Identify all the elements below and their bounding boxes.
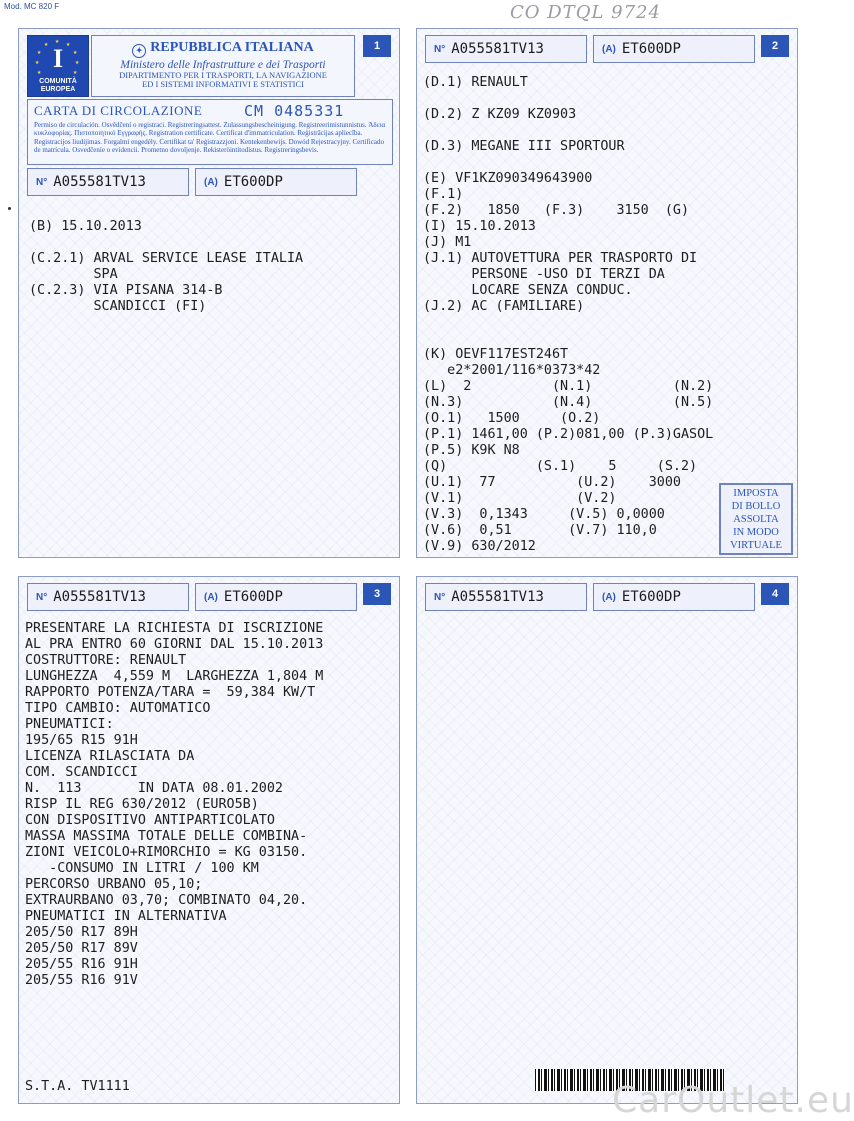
- department-line-2: ED I SISTEMI INFORMATIVI E STATISTICI: [142, 79, 304, 89]
- registration-number-box: [27, 583, 189, 611]
- panel-4: [416, 576, 798, 1104]
- plate-number: ET600DP: [621, 41, 681, 57]
- registration-number: A055581TV13: [451, 589, 544, 605]
- document-title: CARTA DI CIRCOLAZIONE: [34, 103, 203, 118]
- stamp-duty-box: [719, 483, 793, 555]
- notes-section: PRESENTARE LA RICHIESTA DI ISCRIZIONE AL PRA ENTRO 60 GIORNI DAL 15.10.2013 COSTRUTTORE: RENAULT LUNGHEZZA 4,559 M LARGHEZZA 1,804 M RAPPORTO POTENZA/TARA = 59,384 KW/T TIPO CAMBIO: AUTOMATICO PNEUMATICI: 195/65 R15 91H LICENZA RILASCIATA DA COM. SCANDICCI N. 113 IN DATA 08.01.2002 RISP IL REG 630/2012 (EURO5B) CON DISPOSITIVO ANTIPARTICOLATO MASSA MASSIMA TOTALE DELLE COMBINA- ZIONI VEICOLO+RIMORCHIO = KG 03150. -CONSUMO IN LITRI / 100 KM PERCORSO URBANO 05,10; EXTRAURBANO 03,70; COMBINATO 04,20. PNEUMATICI IN ALTERNATIVA 205/50 R17 89H 205/50 R17 89V 205/55 R16 91H 205/55 R16 91V: [25, 621, 324, 988]
- registration-number-box: [425, 35, 587, 63]
- document-number: CM 0485331: [244, 102, 345, 120]
- plate-number: ET600DP: [223, 589, 283, 605]
- plate-label: (A): [602, 591, 616, 603]
- emblem-icon: ✦: [132, 44, 146, 58]
- sta-code: S.T.A. TV1111: [25, 1079, 130, 1094]
- make-model-section: (D.1) RENAULT (D.2) Z KZ09 KZ0903 (D.3) MEGANE III SPORTOUR: [423, 75, 625, 154]
- no-label: N°: [434, 43, 446, 55]
- document-title-box: [27, 99, 393, 165]
- registration-number-box: [27, 168, 189, 196]
- registration-number: A055581TV13: [451, 41, 544, 57]
- country-letter: I: [52, 44, 64, 73]
- plate-box: [195, 583, 357, 611]
- plate-number: ET600DP: [223, 174, 283, 190]
- vehicle-category-section: (E) VF1KZ090349643900 (F.1) (F.2) 1850 (F.3) 3150 (G) (I) 15.10.2013 (J) M1 (J.1) AUTOVETTURA PER TRASPORTO DI PERSONE -USO DI TERZI DA LOCARE SENZA CONDUC. (J.2) AC (FAMILIARE): [423, 171, 698, 314]
- owner-details: (B) 15.10.2013 (C.2.1) ARVAL SERVICE LEASE ITALIA SPA (C.2.3) VIA PISANA 314-B SCANDICCI (FI): [29, 219, 304, 314]
- plate-label: (A): [204, 176, 218, 188]
- eu-emblem: ★ ★ ★ ★ ★ ★ ★ ★ ★ I COMUNITÀ EUROPEA: [27, 35, 89, 97]
- eu-label: COMUNITÀ EUROPEA: [39, 78, 77, 93]
- margin-dot: [8, 207, 11, 210]
- no-label: N°: [36, 176, 48, 188]
- republic-title: REPUBBLICA ITALIANA: [150, 40, 314, 55]
- panel-number: 1: [363, 35, 391, 57]
- no-label: N°: [36, 591, 48, 603]
- ministry-name: Ministero delle Infrastrutture e dei Trasporti: [120, 59, 326, 71]
- registration-number: A055581TV13: [53, 174, 146, 190]
- plate-box: [593, 35, 755, 63]
- plate-label: (A): [602, 43, 616, 55]
- technical-data-section: (K) OEVF117EST246T e2*2001/116*0373*42 (L) 2 (N.1) (N.2) (N.3) (N.4) (N.5) (O.1) 1500 (O.2) (P.1) 1461,00 (P.2)081,00 (P.3)GASOL (P.5) K9K N8 (Q) (S.1) 5 (S.2) (U.1) 77 (U.2) 3000 (V.1) (V.2) (V.3) 0,1343 (V.5) 0,0000 (V.6) 0,51 (V.7) 110,0 (V.9) 630/2012: [423, 347, 714, 554]
- stamp-line-5: VIRTUALE: [730, 539, 782, 551]
- stamp-line-2: DI BOLLO: [731, 500, 781, 512]
- panel-number: 3: [363, 583, 391, 605]
- panel-3: [18, 576, 400, 1104]
- registration-number-box: [425, 583, 587, 611]
- plate-number: ET600DP: [621, 589, 681, 605]
- ministry-header: [91, 35, 355, 97]
- handwritten-note: CO DTQL 9724: [510, 2, 661, 23]
- panel-2: [416, 28, 798, 558]
- form-code: Mod. MC 820 F: [4, 2, 60, 11]
- department-line-1: DIPARTIMENTO PER I TRASPORTI, LA NAVIGAZIONE: [119, 70, 327, 80]
- stamp-line-4: IN MODO: [733, 526, 779, 538]
- panel-1: [18, 28, 400, 558]
- registration-number: A055581TV13: [53, 589, 146, 605]
- title-translations: Permiso de circulación. Osvědčení o registraci. Registreringsattest. Zulassungsbescheinigung. Registreerimistunnistus. Άδεια κυκλοφορίας. Πιστοποιητικό Εγγραφής. Registration certificate. Certificat d'immatriculation. Reģistrācijas apliecība. Registracijos liudijimas. Forgalmi engedély. Ċertifikat ta' Reġistrazzjoni. Kentekenbewijs. Dowód Rejestracyjny. Certificado de matrícula. Osvedčenie o evidencii. Prometno dovoljenje. Rekisteröintitodistus. Registreringsbevis.: [34, 121, 386, 154]
- panel-number: 2: [761, 35, 789, 57]
- no-label: N°: [434, 591, 446, 603]
- plate-box: [195, 168, 357, 196]
- watermark: CarOutlet.eu: [612, 1080, 854, 1121]
- plate-box: [593, 583, 755, 611]
- stamp-line-1: IMPOSTA: [733, 487, 779, 499]
- panel-number: 4: [761, 583, 789, 605]
- stamp-line-3: ASSOLTA: [733, 513, 779, 525]
- plate-label: (A): [204, 591, 218, 603]
